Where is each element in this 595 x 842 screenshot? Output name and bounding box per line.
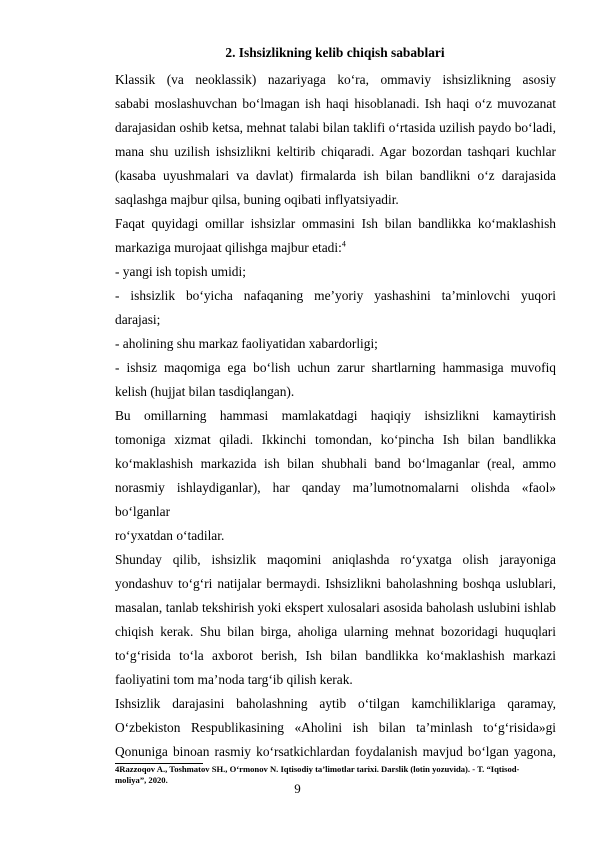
text-line: tomoniga xizmat qiladi. Ikkinchi tomondan, ko‘pincha Ish bilan bandlikka [115,432,556,447]
section-heading: 2. Ishsizlikning kelib chiqish sabablari [225,45,445,60]
text-line: kelish (hujjat bilan tasdiqlangan). [115,384,295,399]
text-line: mana shu uzilish ishsizlikni keltirib chiqaradi. Agar bozordan tashqari kuchlar [115,144,556,159]
text-line: faoliyatini tom ma’noda targ‘ib qilish kerak. [115,672,353,687]
text-line: darajasi; [115,312,161,327]
text-line: sababi moslashuvchan bo‘lmagan ish haqi hisoblanadi. Ish haqi o‘z muvozanat [115,96,556,111]
text-line: Faqat quyidagi omillar ishsizlar ommasini Ish bilan bandlikka ko‘maklashish [115,216,556,231]
text-line: Bu omillarning hammasi mamlakatdagi haqiqiy ishsizlikni kamaytirish [115,408,556,423]
text-line: darajasidan oshib ketsa, mehnat talabi bilan taklifi o‘rtasida uzilish paydo bo‘ladi, [115,120,556,135]
text-line: Klassik (va neoklassik) nazariyaga ko‘ra, ommaviy ishsizlikning asosiy [115,72,556,87]
text-line: to‘g‘risida to‘la axborot berish, Ish bilan bandlikka ko‘maklashish markazi [115,648,556,663]
text-line: Ishsizlik darajasini baholashning aytib o‘tilgan kamchiliklariga qaramay, [115,696,556,711]
text-line: chiqish kerak. Shu bilan birga, aholiga ularning mehnat bozoridagi huquqlari [115,624,556,639]
text-line: Qonuniga binoan rasmiy ko‘rsatkichlardan foydalanish mavjud bo‘lgan yagona, [115,744,556,759]
text-line: yondashuv to‘g‘ri natijalar bermaydi. Ishsizlikni baholashning boshqa uslublari, [115,576,556,591]
footnote-ref: 4 [341,239,346,249]
text-line: norasmiy ishlaydiganlar), har qanday ma’lumotnomalarni olishda «faol» bo‘lganlar [115,480,556,519]
text-line: O‘zbekiston Respublikasining «Aholini ish bilan ta’minlash to‘g‘risida»gi [115,720,556,735]
text-line: markaziga murojaat qilishga majbur etadi:$^4$ [115,239,346,255]
text-line: ko‘maklashish markazida ish bilan shubhali band bo‘lmaganlar (real, ammo [115,456,556,471]
text-line: Shunday qilib, ishsizlik maqomini aniqlashda ro‘yxatga olish jarayoniga [115,552,556,567]
text-line: - ishsizlik bo‘yicha nafaqaning me’yoriy yashashini ta’minlovchi yuqori [115,288,556,303]
footnote-line-1: 4Razzoqov A., Toshmatov SH., O‘rmonov N. Iqtisodiy ta’limotlar tarixi. Darslik (lotin yozuvida). - T. “Iqtisod- [115,764,520,774]
text-line: - aholining shu markaz faoliyatidan xabardorligi; [115,336,378,351]
footnote-line-2: moliya”, 2020. [115,775,168,785]
text-line: - yangi ish topish umidi; [115,264,246,279]
page-number: 9 [294,781,301,796]
body-text [115,68,556,764]
text-line: (kasaba uyushmalari va davlat) firmalarda ish bilan bandlikni o‘z darajasida [115,168,556,183]
text-line: masalan, tanlab tekshirish yoki ekspert xulosalari asosida baholash uslubini ishlab [115,600,556,615]
text-line: - ishsiz maqomiga ega bo‘lish uchun zarur shartlarning hammasiga muvofiq [115,360,556,375]
text-line: saqlashga majbur qilsa, buning oqibati inflyatsiyadir. [115,192,399,207]
text-line: ro‘yxatdan o‘tadilar. [115,528,225,543]
